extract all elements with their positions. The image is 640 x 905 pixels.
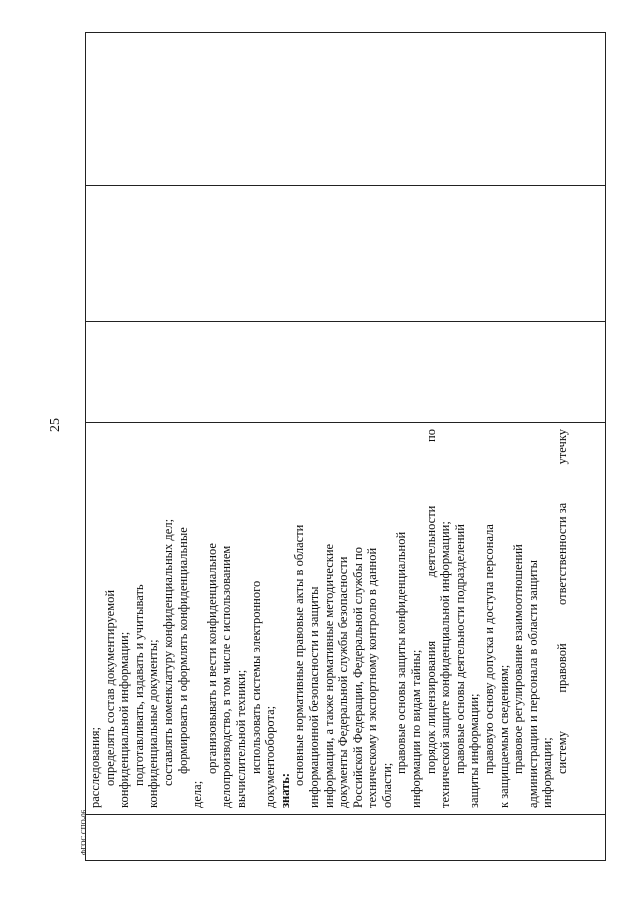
text-fragment: утечку	[555, 429, 569, 465]
text-line: использовать системы электронного	[248, 580, 263, 774]
text-line: дела;	[190, 780, 205, 808]
text-line: составлять номенклатуру конфиденциальных дел;	[160, 518, 175, 786]
text-fragment: систему	[555, 731, 569, 774]
page-number: 25	[48, 418, 63, 432]
text-line: организовывать и вести конфиденциальное	[204, 543, 219, 774]
text-line: основные нормативные правовые акты в области	[292, 524, 307, 786]
text-line: конфиденциальной информации;	[117, 631, 132, 808]
table-column-empty	[86, 321, 605, 422]
text-line: информации по видам тайны;	[409, 649, 424, 808]
text-line: формировать и оформлять конфиденциальные	[175, 527, 190, 774]
text-line: вычислительной техники;	[233, 669, 248, 808]
text-fragment: ответственности за	[555, 502, 569, 605]
footer-code: ФГОС СПО-06	[80, 809, 88, 855]
text-line: Российской Федерации, Федеральной службы по	[350, 547, 365, 808]
rotated-table-body	[86, 33, 605, 860]
table-column-empty	[86, 185, 605, 321]
competency-table	[85, 32, 606, 861]
text-line: расследования;	[88, 726, 102, 808]
text-line-justified	[424, 429, 439, 808]
text-line: технической защите конфиденциальной информации;	[438, 521, 453, 808]
text-line: информации;	[540, 737, 555, 808]
text-fragment: деятельности	[423, 505, 438, 578]
text-line: определять состав документируемой	[102, 589, 117, 786]
text-line: правовую основу допуска и доступа персонала	[482, 524, 497, 774]
text-line-justified	[555, 429, 570, 808]
text-line: техническому и экспортному контролю в данной	[365, 547, 380, 808]
text-line: информации, а также нормативные методические	[321, 543, 336, 808]
text-line: области;	[379, 762, 394, 808]
text-line: конфиденциальные документы;	[146, 639, 161, 808]
text-line: правовые основы деятельности подразделений	[452, 524, 467, 774]
text-line: документооборота;	[263, 705, 278, 808]
text-line: администрации и персонала в области защиты	[525, 560, 540, 808]
text-fragment: порядок лицензирования	[423, 640, 438, 774]
text-fragment: по	[423, 429, 438, 442]
section-heading-know: знать:	[277, 772, 292, 808]
text-line: правовые основы защиты конфиденциальной	[394, 531, 409, 774]
text-line: правовое регулирование взаимоотношений	[511, 544, 526, 774]
text-fragment: правовой	[555, 643, 569, 693]
table-column-empty	[86, 33, 605, 185]
text-line: делопроизводство, в том числе с использованием	[219, 545, 234, 808]
table-column-content	[86, 422, 605, 814]
text-line: подготавливать, издавать и учитывать	[131, 584, 146, 786]
text-line: к защищаемым сведениям;	[496, 664, 511, 808]
text-line: документы Федеральной службы безопасности	[336, 556, 351, 808]
text-line: информационной безопасности и защиты	[306, 586, 321, 808]
table-column-index	[86, 814, 605, 860]
text-line: защиты информации;	[467, 693, 482, 808]
